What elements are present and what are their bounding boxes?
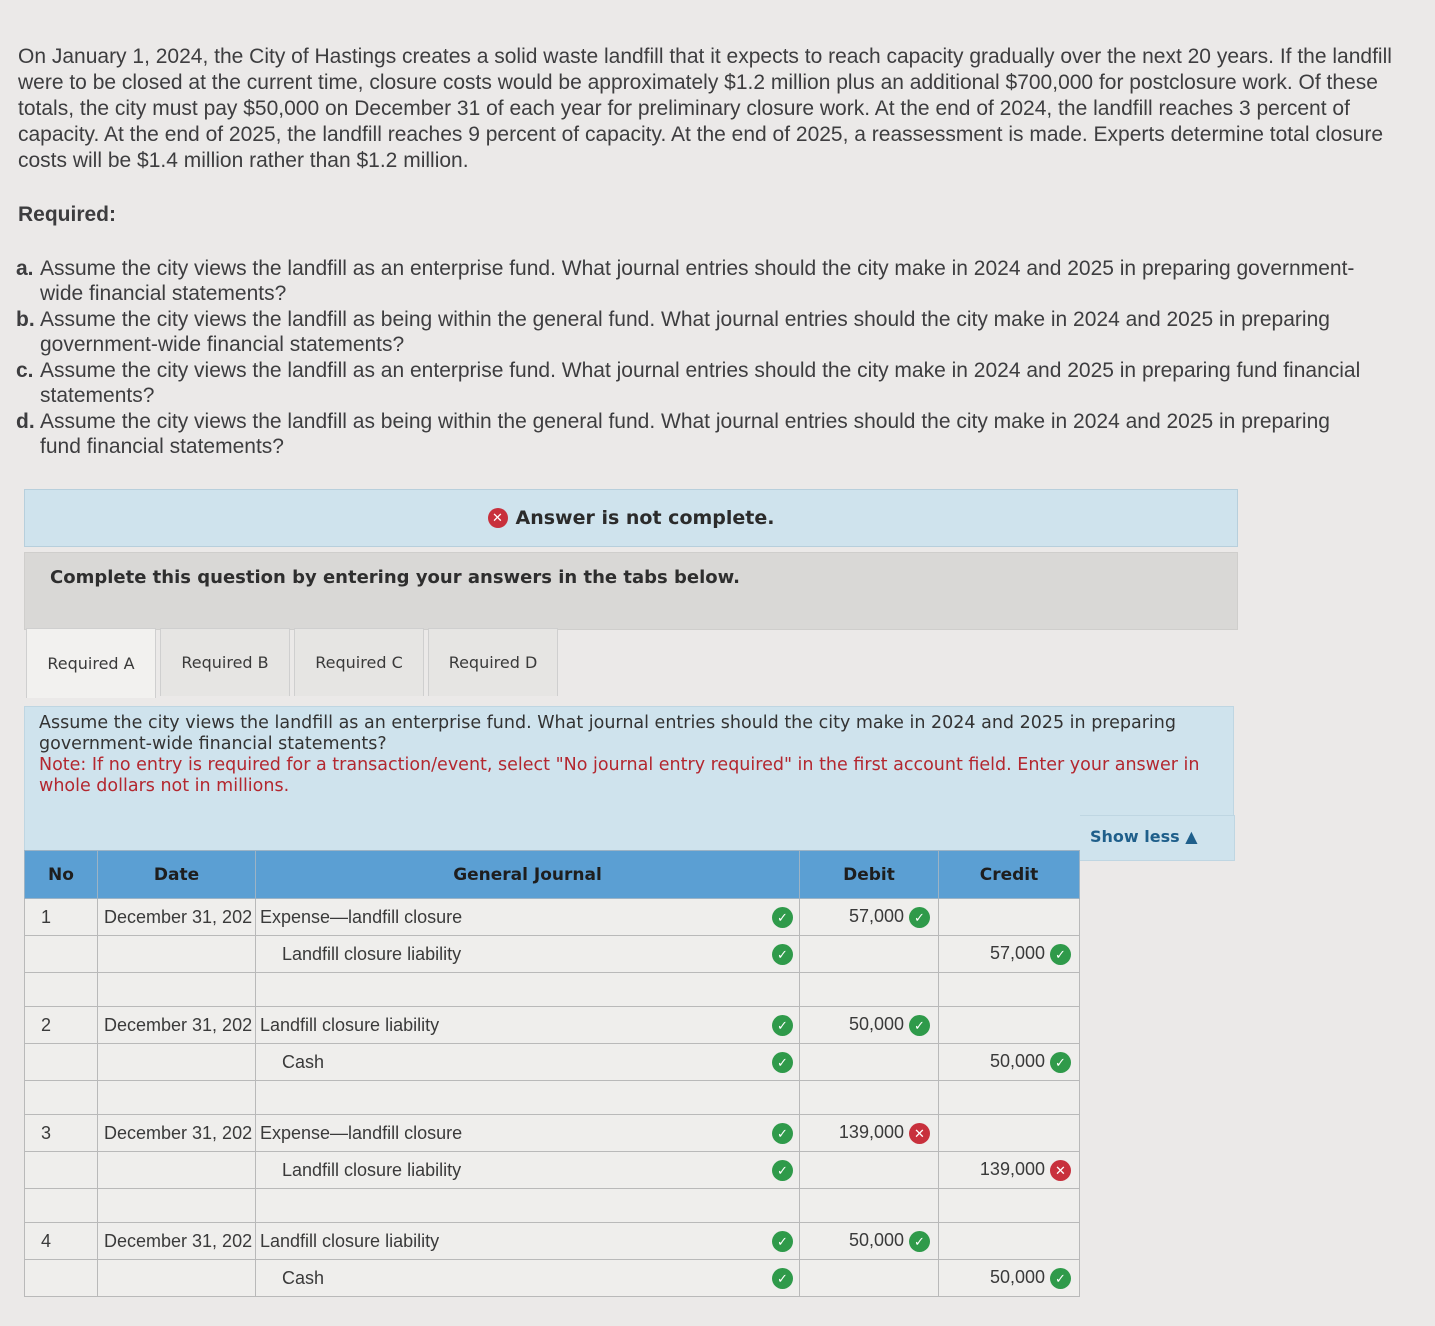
credit-input[interactable] xyxy=(939,936,1080,973)
header-credit: Credit xyxy=(939,851,1080,899)
check-icon: ✓ xyxy=(1050,944,1071,965)
check-icon: ✓ xyxy=(772,907,793,928)
credit-input[interactable] xyxy=(939,1044,1080,1081)
entry-number: 4 xyxy=(25,1223,98,1260)
required-letter: b. xyxy=(16,308,35,331)
instructions-bar xyxy=(24,552,1238,630)
amount-value: 57,000 xyxy=(848,906,904,927)
required-letter: d. xyxy=(16,410,35,433)
check-icon: ✓ xyxy=(772,944,793,965)
table-row xyxy=(25,1260,1080,1297)
debit-account-select[interactable] xyxy=(256,899,800,936)
header-debit: Debit xyxy=(800,851,939,899)
check-icon: ✓ xyxy=(772,1052,793,1073)
required-text: Assume the city views the landfill as being within the general fund. What journal entries should the city make in 2024 and 2025 in preparing fund financial statements? xyxy=(40,410,1330,458)
error-x-icon: ✕ xyxy=(1050,1160,1071,1181)
problem-statement xyxy=(18,44,1398,174)
amount-value: 50,000 xyxy=(989,1267,1045,1288)
status-message: Answer is not complete. xyxy=(515,507,775,529)
tab-bar xyxy=(26,628,558,698)
account-name: Expense—landfill closure xyxy=(260,906,463,927)
table-row xyxy=(25,1081,1080,1115)
required-item-a xyxy=(16,256,1376,306)
account-name: Cash xyxy=(282,1051,325,1072)
check-icon: ✓ xyxy=(772,1231,793,1252)
table-row xyxy=(25,1115,1080,1152)
debit-account-select[interactable] xyxy=(256,1223,800,1260)
tab-question: Assume the city views the landfill as an enterprise fund. What journal entries should the city make in 2024 and 2025 in preparing government-wide financial statements? xyxy=(39,713,1176,754)
credit-account-select[interactable] xyxy=(256,1260,800,1297)
date-select[interactable]: December 31, 202 xyxy=(98,1223,256,1260)
amount-value: 50,000 xyxy=(848,1230,904,1251)
debit-account-select[interactable] xyxy=(256,1115,800,1152)
debit-input[interactable] xyxy=(800,1115,939,1152)
debit-input[interactable] xyxy=(800,1007,939,1044)
required-letter: c. xyxy=(16,359,34,382)
required-item-b xyxy=(16,307,1376,357)
debit-account-select[interactable] xyxy=(256,1007,800,1044)
account-name: Landfill closure liability xyxy=(282,943,462,964)
journal-table xyxy=(24,850,1080,1297)
journal-header-row xyxy=(25,851,1080,899)
credit-input[interactable] xyxy=(939,1260,1080,1297)
required-heading: Required: xyxy=(18,203,117,226)
tab-required-a[interactable]: Required A xyxy=(26,628,156,698)
date-select[interactable]: December 31, 202 xyxy=(98,1115,256,1152)
check-icon: ✓ xyxy=(909,1231,930,1252)
table-row xyxy=(25,1189,1080,1223)
required-text: Assume the city views the landfill as an enterprise fund. What journal entries should the city make in 2024 and 2025 in preparing government-wide financial statements? xyxy=(40,257,1355,305)
tab-required-d[interactable]: Required D xyxy=(428,628,558,696)
credit-input[interactable] xyxy=(939,1152,1080,1189)
required-item-c xyxy=(16,358,1376,408)
table-row xyxy=(25,973,1080,1007)
account-name: Cash xyxy=(282,1267,325,1288)
debit-input[interactable] xyxy=(800,1260,939,1297)
entry-number: 3 xyxy=(25,1115,98,1152)
credit-input[interactable] xyxy=(939,899,1080,936)
credit-input[interactable] xyxy=(939,1007,1080,1044)
credit-input[interactable] xyxy=(939,1223,1080,1260)
tab-required-c[interactable]: Required C xyxy=(294,628,424,696)
check-icon: ✓ xyxy=(772,1268,793,1289)
credit-account-select[interactable] xyxy=(256,1152,800,1189)
status-banner xyxy=(24,489,1238,547)
check-icon: ✓ xyxy=(772,1123,793,1144)
amount-value: 139,000 xyxy=(838,1122,904,1143)
credit-account-select[interactable] xyxy=(256,936,800,973)
table-row xyxy=(25,1007,1080,1044)
required-text: Assume the city views the landfill as being within the general fund. What journal entries should the city make in 2024 and 2025 in preparing government-wide financial statements? xyxy=(40,308,1330,356)
error-x-icon: ✕ xyxy=(488,508,508,528)
required-item-d xyxy=(16,409,1376,459)
credit-input[interactable] xyxy=(939,1115,1080,1152)
amount-value: 57,000 xyxy=(989,943,1045,964)
date-select[interactable]: December 31, 202 xyxy=(98,1007,256,1044)
required-letter: a. xyxy=(16,257,34,280)
error-x-icon: ✕ xyxy=(909,1123,930,1144)
required-list xyxy=(16,256,1376,460)
check-icon: ✓ xyxy=(909,907,930,928)
check-icon: ✓ xyxy=(1050,1052,1071,1073)
debit-input[interactable] xyxy=(800,899,939,936)
tab-note: Note: If no entry is required for a transaction/event, select "No journal entry required" in the first account field. Enter your answer in whole dollars not in millions. xyxy=(39,755,1200,796)
instructions-text: Complete this question by entering your answers in the tabs below. xyxy=(50,567,740,588)
account-name: Landfill closure liability xyxy=(260,1230,440,1251)
check-icon: ✓ xyxy=(772,1160,793,1181)
account-name: Landfill closure liability xyxy=(282,1159,462,1180)
header-general-journal: General Journal xyxy=(256,851,800,899)
table-row xyxy=(25,936,1080,973)
debit-input[interactable] xyxy=(800,936,939,973)
debit-input[interactable] xyxy=(800,1044,939,1081)
date-select[interactable]: December 31, 202 xyxy=(98,899,256,936)
show-less-link[interactable]: Show less ▲ xyxy=(1080,815,1235,861)
amount-value: 50,000 xyxy=(848,1014,904,1035)
problem-text: On January 1, 2024, the City of Hastings creates a solid waste landfill that it expects to reach capacity gradually over the next 20 years. If the landfill were to be closed at the current time, closure costs would be approximately $1.2 million plus an additional $700,000 for postclosure work. Of these totals, the city must pay $50,000 on December 31 of each year for preliminary closure work. At the end of 2024, the landfill reaches 3 percent of capacity. At the end of 2025, the landfill reaches 9 percent of capacity. At the end of 2025, a reassessment is made. Experts determine total closure costs will be $1.4 million rather than $1.2 million. xyxy=(18,45,1392,172)
header-date: Date xyxy=(98,851,256,899)
tab-required-b[interactable]: Required B xyxy=(160,628,290,696)
debit-input[interactable] xyxy=(800,1223,939,1260)
table-row xyxy=(25,1223,1080,1260)
amount-value: 50,000 xyxy=(989,1051,1045,1072)
account-name: Expense—landfill closure xyxy=(260,1122,463,1143)
table-row xyxy=(25,1152,1080,1189)
header-no: No xyxy=(25,851,98,899)
tab-instructions xyxy=(24,706,1234,858)
check-icon: ✓ xyxy=(772,1015,793,1036)
required-text: Assume the city views the landfill as an enterprise fund. What journal entries should the city make in 2024 and 2025 in preparing fund financial statements? xyxy=(40,359,1361,407)
account-name: Landfill closure liability xyxy=(260,1014,440,1035)
table-row xyxy=(25,1044,1080,1081)
entry-number: 1 xyxy=(25,899,98,936)
check-icon: ✓ xyxy=(909,1015,930,1036)
entry-number: 2 xyxy=(25,1007,98,1044)
debit-input[interactable] xyxy=(800,1152,939,1189)
amount-value: 139,000 xyxy=(979,1159,1045,1180)
table-row xyxy=(25,899,1080,936)
check-icon: ✓ xyxy=(1050,1268,1071,1289)
credit-account-select[interactable] xyxy=(256,1044,800,1081)
